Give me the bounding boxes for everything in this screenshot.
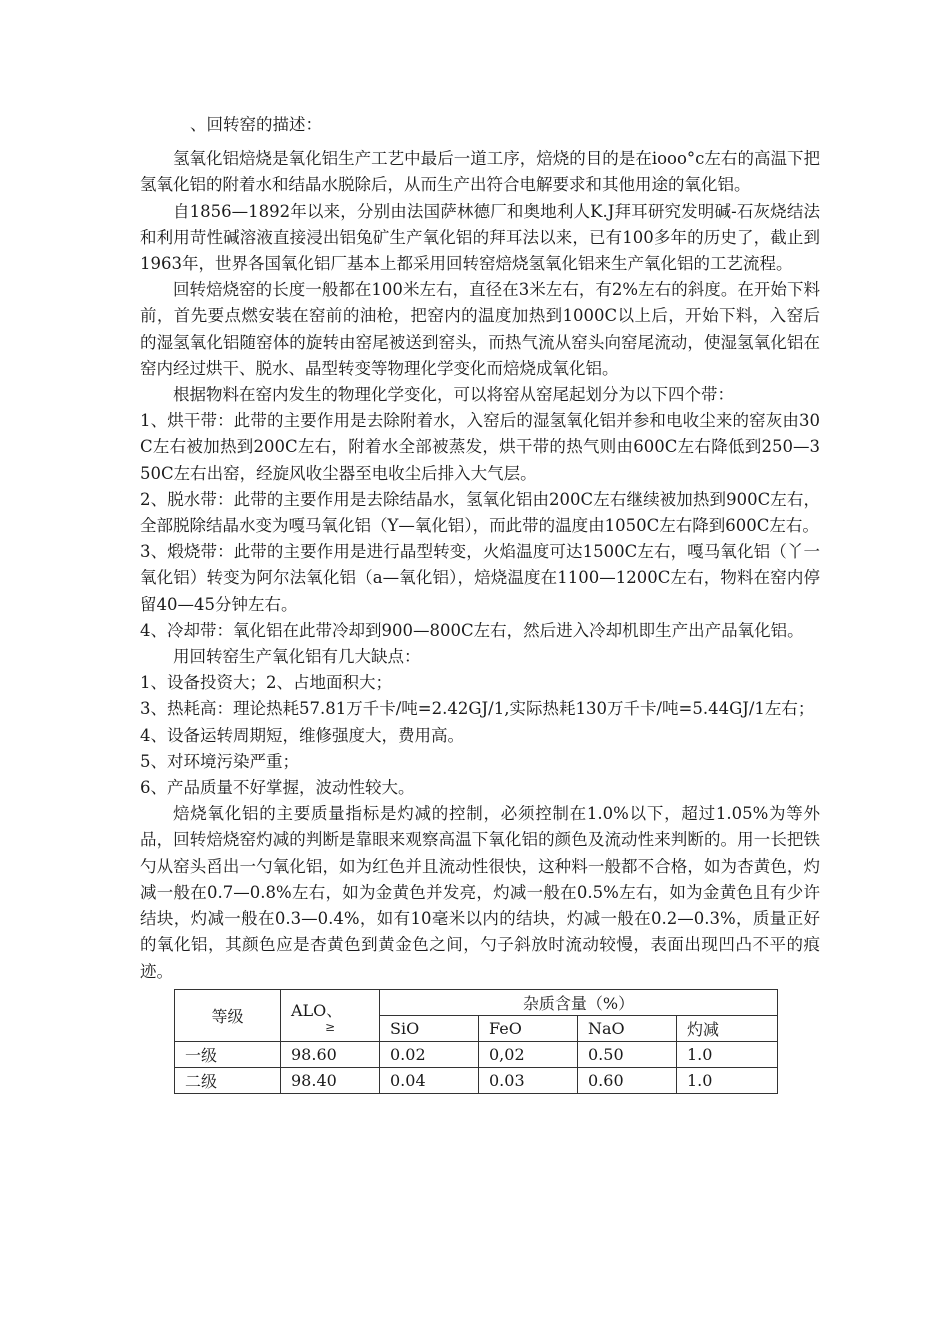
paragraph: 4、设备运转周期短，维修强度大，费用高。 bbox=[140, 725, 464, 745]
table-cell: 1.0 bbox=[677, 1067, 778, 1093]
table-cell: 0.60 bbox=[578, 1067, 677, 1093]
paragraph: 1、烘干带：此带的主要作用是去除附着水，入窑后的湿氢氧化铝并参和电收尘来的窑灰由30C左右被加热到200C左右，附着水全部被蒸发，烘干带的热气则由600C左右降低到250—350C左右出窑，经旋风收尘器至电收尘后排入大气层。 bbox=[140, 411, 820, 483]
impurity-col-loss: 灼减 bbox=[677, 1015, 778, 1041]
paragraph: 自1856—1892年以来，分别由法国萨林德厂和奥地利人K.J拜耳研究发明碱-石灰烧结法和利用苛性碱溶液直接浸出铝兔矿生产氧化铝的拜耳法以来，已有100多年的历史了，截止到1963年，世界各国氧化铝厂基本上都采用回转窑焙烧氢氧化铝来生产氧化铝的工艺流程。 bbox=[140, 201, 820, 274]
paragraph: 根据物料在窑内发生的物理化学变化，可以将窑从窑尾起划分为以下四个带： bbox=[173, 385, 734, 405]
paragraph: 1、设备投资大；2、占地面积大； bbox=[140, 673, 392, 693]
paragraph: 焙烧氧化铝的主要质量指标是灼减的控制，必须控制在1.0%以下，超过1.05%为等外品，回转焙烧窑灼减的判断是靠眼来观察高温下氧化铝的颜色及流动性来判断的。用一长把铁勺从窑头舀出一勺氧化铝，如为红色并且流动性很快，这种料一般都不合格，如为杏黄色，灼减一般在0.7—0.8%左右，如为金黄色并发亮，灼减一般在0.5%左右，如为金黄色且有少许结块，灼减一般在0.3—0.4%，如有10毫米以内的结块，灼减一般在0.2—0.3%，质量正好的氧化铝，其颜色应是杏黄色到黄金色之间，勺子斜放时流动较慢，表面出现凹凸不平的痕迹。 bbox=[140, 804, 820, 981]
table-cell: 1.0 bbox=[677, 1041, 778, 1067]
paragraph: 2、脱水带：此带的主要作用是去除结晶水，氢氧化铝由200C左右继续被加热到900C左右，全部脱除结晶水变为嘎马氧化铝（Y—氧化铝），而此带的温度由1050C左右降到600C左右。 bbox=[140, 489, 820, 536]
table-cell: 一级 bbox=[175, 1041, 281, 1067]
table-cell: 98.60 bbox=[281, 1041, 380, 1067]
table-cell: 0.50 bbox=[578, 1041, 677, 1067]
document-body bbox=[140, 146, 820, 985]
paragraph: 6、产品质量不好掌握，波动性较大。 bbox=[140, 778, 415, 798]
paragraph: 回转焙烧窑的长度一般都在100米左右，直径在3米左右，有2%左右的斜度。在开始下料前，首先要点燃安装在窑前的油枪，把窑内的温度加热到1000C以上后，开始下料，入窑后的湿氢氧化铝随窑体的旋转由窑尾被送到窑头，而热气流从窑头向窑尾流动，使湿氢氧化铝在窑内经过烘干、脱水、晶型转变等物理化学变化而焙烧成氧化铝。 bbox=[140, 280, 820, 378]
table-row bbox=[175, 1067, 778, 1093]
table-cell: 0,02 bbox=[479, 1041, 578, 1067]
impurity-col-sio: SiO bbox=[380, 1015, 479, 1041]
table-cell: 0.04 bbox=[380, 1067, 479, 1093]
paragraph: 4、冷却带：氧化铝在此带冷却到900—800C左右，然后进入冷却机即生产出产品氧化铝。 bbox=[140, 620, 804, 640]
impurity-col-nao: NaO bbox=[578, 1015, 677, 1041]
paragraph: 用回转窑生产氧化铝有几大缺点： bbox=[173, 647, 421, 667]
paragraph: 氢氧化铝焙烧是氧化铝生产工艺中最后一道工序，焙烧的目的是在iooo°c左右的高温下把氢氧化铝的附着水和结晶水脱除后，从而生产出符合电解要求和其他用途的氧化铝。 bbox=[140, 149, 820, 195]
table-cell: 0.03 bbox=[479, 1067, 578, 1093]
section-heading: 、回转窑的描述： bbox=[190, 115, 322, 134]
paragraph: 3、煅烧带：此带的主要作用是进行晶型转变，火焰温度可达1500C左右，嘎马氧化铝（丫一氧化铝）转变为阿尔法氧化铝（a—氧化铝），焙烧温度在1100—1200C左右，物料在窑内停留40—45分钟左右。 bbox=[140, 542, 820, 614]
document-page bbox=[140, 112, 820, 1094]
al-header-sub: ≥ bbox=[324, 1019, 336, 1034]
paragraph: 3、热耗高：理论热耗57.81万千卡/吨=2.42GJ/1,实际热耗130万千卡/吨=5.44GJ/1左右； bbox=[140, 699, 815, 719]
table-row bbox=[175, 1041, 778, 1067]
table-cell: 0.02 bbox=[380, 1041, 479, 1067]
paragraph: 5、对环境污染严重； bbox=[140, 751, 299, 771]
impurity-header: 杂质含量（%） bbox=[380, 989, 778, 1015]
table-cell: 二级 bbox=[175, 1067, 281, 1093]
table-cell: 98.40 bbox=[281, 1067, 380, 1093]
grade-header: 等级 bbox=[175, 989, 281, 1041]
impurity-col-feo: FeO bbox=[479, 1015, 578, 1041]
al-header bbox=[281, 989, 380, 1041]
al-header-label: ALO、 bbox=[291, 1000, 343, 1020]
grade-table bbox=[174, 989, 778, 1094]
